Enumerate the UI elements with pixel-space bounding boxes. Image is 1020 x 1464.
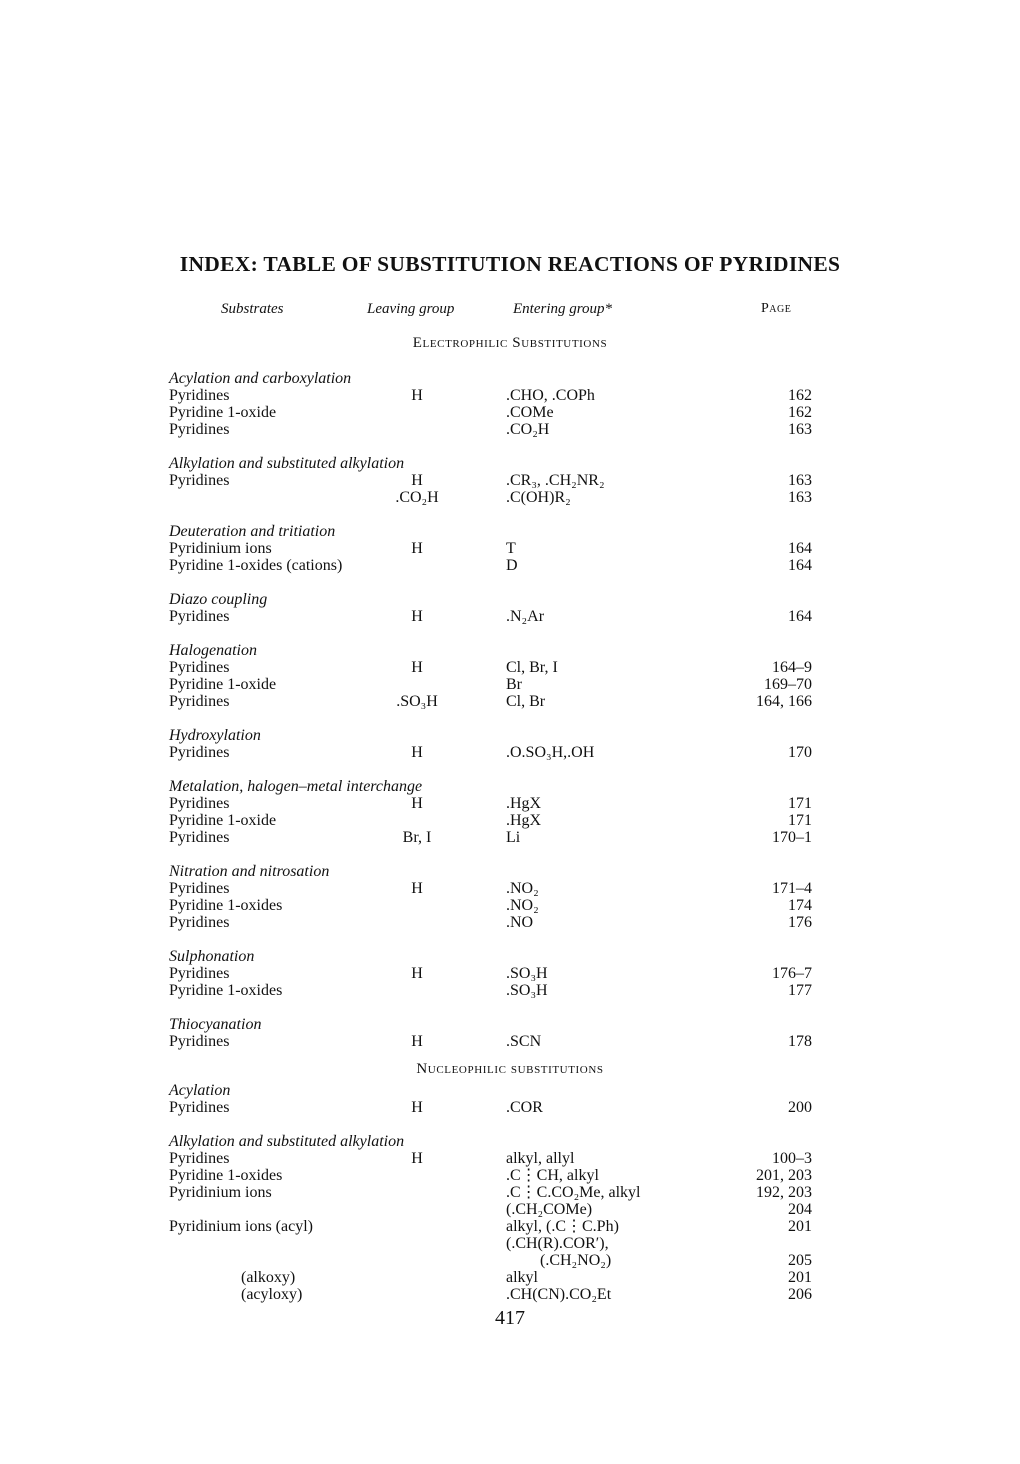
page-cell: 163 <box>788 472 812 489</box>
substrate-cell: Pyridines <box>169 795 230 812</box>
category-heading: Nitration and nitrosation <box>169 863 330 880</box>
page-cell: 204 <box>788 1201 812 1218</box>
substrate-cell: Pyridines <box>169 387 230 404</box>
page-cell: 171 <box>788 812 812 829</box>
entering-group-cell: .CR₃, .CH₂NR₂ <box>506 472 605 489</box>
substrate-cell: Pyridine 1-oxide <box>169 404 277 421</box>
substrate-cell: Pyridinium ions <box>169 1184 272 1201</box>
entering-group-cell: .CHO, .COPh <box>506 387 595 404</box>
page-cell: 100–3 <box>772 1150 812 1167</box>
substrate-cell: Pyridines <box>169 659 230 676</box>
page-cell: 205 <box>788 1252 812 1269</box>
substrate-cell: Pyridine 1-oxide <box>169 676 277 693</box>
substrate-cell: Pyridinium ions <box>169 540 272 557</box>
substrate-cell: Pyridines <box>169 1150 230 1167</box>
page-cell: 200 <box>788 1099 812 1116</box>
entering-group-cell: .NO₂ <box>506 897 539 914</box>
entering-group-cell: alkyl, allyl <box>506 1150 575 1167</box>
category-heading: Hydroxylation <box>169 727 261 744</box>
page-cell: 171–4 <box>772 880 812 897</box>
category-heading: Alkylation and substituted alkylation <box>169 455 405 472</box>
entering-group-cell: .COR <box>506 1099 543 1116</box>
page-title: INDEX: TABLE OF SUBSTITUTION REACTIONS OF PYRIDINES <box>179 252 841 276</box>
entering-group-cell: .C(OH)R₂ <box>506 489 571 506</box>
entering-group-cell: Li <box>506 829 521 846</box>
category-heading: Alkylation and substituted alkylation <box>169 1133 405 1150</box>
page-cell: 201 <box>788 1269 812 1286</box>
category-heading: Acylation <box>169 1082 231 1099</box>
leaving-group-cell: H <box>411 795 423 812</box>
entering-group-cell: .HgX <box>506 812 542 829</box>
substrate-cell: Pyridines <box>169 1033 230 1050</box>
substrate-cell: Pyridine 1-oxide <box>169 812 277 829</box>
category-heading: Halogenation <box>169 642 257 659</box>
page-cell: 163 <box>788 421 812 438</box>
entering-group-cell: D <box>506 557 518 574</box>
entering-group-cell: .C⋮CH, alkyl <box>506 1167 599 1184</box>
substrate-cell: Pyridines <box>169 965 230 982</box>
leaving-group-cell: .SO₃H <box>396 693 438 710</box>
leaving-group-cell: H <box>411 880 423 897</box>
page-cell: 192, 203 <box>756 1184 812 1201</box>
page-cell: 171 <box>788 795 812 812</box>
leaving-group-cell: H <box>411 472 423 489</box>
leaving-group-cell: H <box>411 1150 423 1167</box>
entering-group-cell: .SO₃H <box>506 982 548 999</box>
leaving-group-cell: H <box>411 608 423 625</box>
entering-group-cell: .HgX <box>506 795 542 812</box>
leaving-group-cell: H <box>411 965 423 982</box>
substrate-cell: (acyloxy) <box>241 1286 303 1303</box>
page-cell: 178 <box>788 1033 812 1050</box>
substrate-cell: Pyridines <box>169 829 230 846</box>
substrate-cell: Pyridines <box>169 880 230 897</box>
leaving-group-cell: H <box>411 659 423 676</box>
entering-group-cell: .SO₃H <box>506 965 548 982</box>
page-cell: 164 <box>788 557 812 574</box>
entering-group-cell: T <box>506 540 516 557</box>
category-heading: Acylation and carboxylation <box>169 370 352 387</box>
category-heading: Deuteration and tritiation <box>169 523 336 540</box>
entering-group-cell: .O.SO₃H,.OH <box>506 744 595 761</box>
entering-group-cell: (.CH₂COMe) <box>506 1201 593 1218</box>
page-cell: 206 <box>788 1286 812 1303</box>
entering-group-cell: (.CH₂NO₂) <box>540 1252 612 1269</box>
leaving-group-cell: H <box>411 1033 423 1050</box>
substrate-cell: Pyridines <box>169 472 230 489</box>
entering-group-cell: Br <box>506 676 522 693</box>
section-electrophilic: Electrophilic Substitutions <box>412 335 608 351</box>
section-nucleophilic: Nucleophilic substitutions <box>416 1061 604 1077</box>
entering-group-cell: .NO₂ <box>506 880 539 897</box>
page-cell: 164 <box>788 540 812 557</box>
substrate-cell: Pyridine 1-oxides (cations) <box>169 557 343 574</box>
entering-group-cell: .SCN <box>506 1033 542 1050</box>
page-cell: 164, 166 <box>756 693 812 710</box>
entering-group-cell: .CO₂H <box>506 421 550 438</box>
column-header-entering-group: Entering group* <box>513 301 613 317</box>
leaving-group-cell: H <box>411 1099 423 1116</box>
column-header-page: Page <box>761 301 792 316</box>
substrate-cell: Pyridine 1-oxides <box>169 897 283 914</box>
page-cell: 201 <box>788 1218 812 1235</box>
entering-group-cell: .C⋮C.CO₂Me, alkyl <box>506 1184 641 1201</box>
entering-group-cell: .N₂Ar <box>506 608 545 625</box>
substrate-cell: Pyridines <box>169 1099 230 1116</box>
category-heading: Sulphonation <box>169 948 255 965</box>
substrate-cell: Pyridine 1-oxides <box>169 982 283 999</box>
entering-group-cell: .CH(CN).CO₂Et <box>506 1286 612 1303</box>
page-number: 417 <box>495 1307 525 1329</box>
page-cell: 162 <box>788 404 812 421</box>
entering-group-cell: .COMe <box>506 404 554 421</box>
entering-group-cell: (.CH(R).COR′), <box>506 1235 609 1252</box>
column-header-substrates: Substrates <box>221 301 284 317</box>
substrate-cell: Pyridines <box>169 693 230 710</box>
substrate-cell: (alkoxy) <box>241 1269 296 1286</box>
page-cell: 174 <box>788 897 812 914</box>
entering-group-cell: .NO <box>506 914 534 931</box>
entering-group-cell: Cl, Br, I <box>506 659 558 676</box>
substrate-cell: Pyridinium ions (acyl) <box>169 1218 313 1235</box>
substrate-cell: Pyridines <box>169 744 230 761</box>
page-cell: 164–9 <box>772 659 812 676</box>
entering-group-cell: Cl, Br <box>506 693 546 710</box>
page-cell: 176–7 <box>772 965 812 982</box>
page-cell: 164 <box>788 608 812 625</box>
leaving-group-cell: Br, I <box>402 829 432 846</box>
page-cell: 177 <box>788 982 812 999</box>
column-header-leaving-group: Leaving group <box>367 301 455 317</box>
page-cell: 170 <box>788 744 812 761</box>
substrate-cell: Pyridines <box>169 608 230 625</box>
category-heading: Metalation, halogen–metal interchange <box>169 778 423 795</box>
page-cell: 162 <box>788 387 812 404</box>
leaving-group-cell: H <box>411 387 423 404</box>
page-cell: 163 <box>788 489 812 506</box>
category-heading: Thiocyanation <box>169 1016 262 1033</box>
page-cell: 170–1 <box>772 829 812 846</box>
leaving-group-cell: H <box>411 540 423 557</box>
page-cell: 176 <box>788 914 812 931</box>
page-cell: 169–70 <box>764 676 812 693</box>
entering-group-cell: alkyl, (.C⋮C.Ph) <box>506 1218 619 1235</box>
category-heading: Diazo coupling <box>169 591 268 608</box>
substrate-cell: Pyridines <box>169 421 230 438</box>
leaving-group-cell: H <box>411 744 423 761</box>
substrate-cell: Pyridine 1-oxides <box>169 1167 283 1184</box>
substrate-cell: Pyridines <box>169 914 230 931</box>
page-cell: 201, 203 <box>756 1167 812 1184</box>
leaving-group-cell: .CO₂H <box>395 489 439 506</box>
entering-group-cell: alkyl <box>506 1269 538 1286</box>
